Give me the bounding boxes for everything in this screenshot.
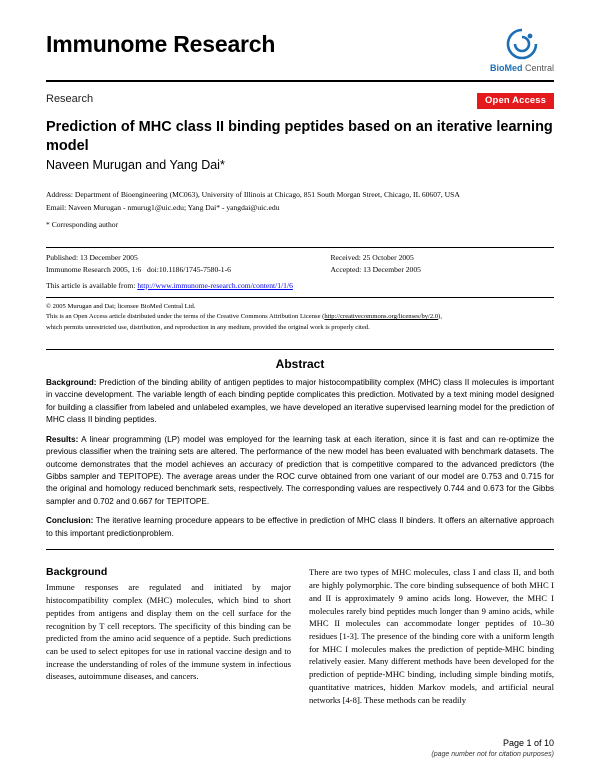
body-column-right [309,566,554,706]
corresponding-author-note: * Corresponding author [46,220,119,230]
article-url-line [46,280,554,292]
abstract-results [46,434,554,509]
biomed-central-wordmark [490,63,554,73]
license-line [46,312,554,322]
dates-row-citation [46,264,554,276]
affiliation-email: Email: Naveen Murugan - nmurug1@uic.edu; Yang Dai* - yangdai@uic.edu [46,202,280,212]
received-date: Received: 25 October 2005 [330,252,414,262]
abstract-conclusion-text: The iterative learning procedure appears to be effective in prediction of MHC class II binders. It offers an alternative approach to this important predictionproblem. [46,516,554,538]
accepted-date: Accepted: 13 December 2005 [330,264,421,274]
publication-dates-block [46,247,554,298]
background-paragraph-left: Immune responses are regulated and initiated by major histocompatibility complex (MHC) molecules, which bind to short peptides from antigens and display them on the cell surface for the recognition by T cell receptors. The specificity of this binding can be predicted from the amino acid sequence of a peptide. Such predictions can be used to select epitopes for use in rational vaccine design and to increase the understanding of roles of the immune system in infectious diseases, autoimmune diseases, and cancers. [46,582,291,682]
abstract-results-label: Results: [46,434,79,444]
central-word: Central [522,63,554,73]
page-number: Page 1 of 10 [502,738,554,748]
affiliation-address: Address: Department of Bioengineering (MC063), University of Illinois at Chicago, 851 South Morgan Street, Chicago, IL 60607, USA [46,190,460,200]
journal-title: Immunome Research [46,31,276,57]
page-number-note: (page number not for citation purposes) [431,751,554,758]
abstract-section [46,349,554,551]
biomed-word: BioMed [489,63,523,73]
license-post: ), [438,313,442,321]
body-columns [46,566,554,706]
dates-row-published [46,252,554,264]
abstract-background [46,377,554,427]
article-url-prefix: This article is available from: [46,280,138,290]
biomed-central-logo [490,26,554,73]
article-head [46,93,554,109]
abstract-background-label: Background: [46,377,97,387]
license-link[interactable]: http://creativecommons.org/licenses/by/2.0 [324,313,439,321]
abstract-conclusion-label: Conclusion: [46,516,94,526]
masthead [46,26,554,82]
journal-citation [46,264,330,276]
page-footer [431,738,554,758]
published-date: Published: 13 December 2005 [46,252,138,262]
citation-text: Immunome Research 2005, 1:6 [46,264,142,274]
abstract-heading: Abstract [275,356,325,371]
doi-text: doi:10.1186/1745-7580-1-6 [147,264,231,274]
license-pre: This is an Open Access article distributed under the terms of the Creative Commons Attribution License ( [46,313,325,321]
affiliation-block [46,189,554,232]
abstract-background-text: Prediction of the binding ability of antigen peptides to major histocompatibility complex (MHC) class II molecules is important in vaccine development. The variable length of each binding peptide complicates this prediction. Motivated by a text mining model designed for building a classifier from labeled and unlabeled examples, we have developed an iterative supervised learning model for the prediction of MHC class II binding peptides. [46,377,554,425]
abstract-results-text: A linear programming (LP) model was employed for the learning task at each iteration, since it is fast and can re-optimize the previous classifier when the training sets are altered. The performance of the new model has been evaluated with benchmark datasets. The outcome demonstrates that the model achieves an accuracy of prediction that is competitive compared to the advanced predictors (the Gibbs sampler and TEPITOPE). The average areas under the ROC curve obtained from one variant of our model are 0.753 and 0.715 for the original and homology reduced benchmark sets, respectively. The corresponding values are respectively 0.744 and 0.673 for the Gibbs sampler and 0.702 and 0.667 for TEPITOPE. [46,434,554,506]
abstract-conclusion [46,515,554,540]
copyright-line: © 2005 Murugan and Dai; licensee BioMed Central Ltd. [46,303,196,311]
background-paragraph-right: There are two types of MHC molecules, class I and class II, and both are highly polymorphic. The core binding subsequence of both MHC I and II is approximately 9 amino acids long. However, the MHC I molecules rarely bind peptides much longer than 9 amino acids, while MHC II molecules can accommodate longer peptides of 10–30 residues [1-3]. The presence of the binding core with a uniform length for MHC I molecules makes the prediction of peptide-MHC binding relatively easier. Many different methods have been developed for the prediction of peptide-MHC binding, including simple binding motifs, quantitative matrices, hidden Markov models, and artificial neural networks [4-8]. These methods can be readily [309,567,554,705]
open-access-badge: Open Access [477,93,554,109]
copyright-block [46,302,554,333]
article-section-kicker: Research [46,93,94,105]
license-line-2: which permits unrestricted use, distribution, and reproduction in any medium, provided the original work is properly cited. [46,323,370,331]
background-heading: Background [46,566,108,579]
body-column-left [46,566,291,706]
article-authors: Naveen Murugan and Yang Dai* [46,158,225,173]
biomed-central-mark-icon [505,28,539,60]
article-url-link[interactable]: http://www.immunome-research.com/content/1/1/6 [137,280,293,290]
article-title: Prediction of MHC class II binding peptides based on an iterative learning model [46,119,553,154]
